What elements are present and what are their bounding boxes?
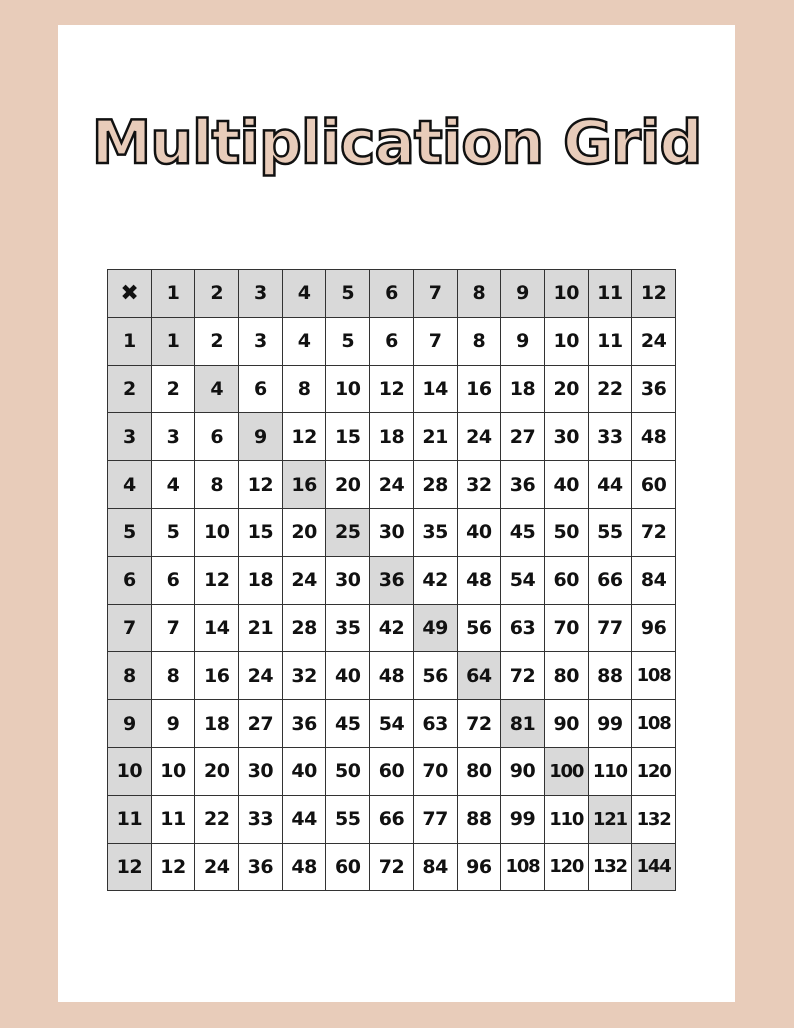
table-row: [108, 317, 676, 365]
square-cell: 49: [413, 604, 457, 652]
square-cell: 64: [457, 652, 501, 700]
product-cell: 45: [326, 700, 370, 748]
product-cell: 15: [326, 413, 370, 461]
row-header: 7: [108, 604, 152, 652]
table-row: [108, 795, 676, 843]
product-cell: 20: [326, 461, 370, 509]
product-cell: 56: [413, 652, 457, 700]
product-cell: 60: [544, 556, 588, 604]
column-header: 5: [326, 270, 370, 318]
product-cell: 44: [588, 461, 632, 509]
product-cell: 110: [544, 795, 588, 843]
product-cell: 72: [632, 508, 676, 556]
square-cell: 100: [544, 747, 588, 795]
table-row: [108, 508, 676, 556]
product-cell: 3: [239, 317, 283, 365]
product-cell: 72: [457, 700, 501, 748]
product-cell: 72: [370, 843, 414, 891]
product-cell: 24: [282, 556, 326, 604]
product-cell: 60: [632, 461, 676, 509]
product-cell: 24: [195, 843, 239, 891]
product-cell: 15: [239, 508, 283, 556]
product-cell: 14: [195, 604, 239, 652]
product-cell: 18: [195, 700, 239, 748]
product-cell: 7: [151, 604, 195, 652]
product-cell: 30: [239, 747, 283, 795]
product-cell: 4: [151, 461, 195, 509]
product-cell: 120: [544, 843, 588, 891]
product-cell: 90: [544, 700, 588, 748]
product-cell: 96: [457, 843, 501, 891]
product-cell: 84: [413, 843, 457, 891]
product-cell: 18: [239, 556, 283, 604]
product-cell: 56: [457, 604, 501, 652]
table-row: [108, 700, 676, 748]
product-cell: 40: [282, 747, 326, 795]
product-cell: 40: [544, 461, 588, 509]
product-cell: 120: [632, 747, 676, 795]
product-cell: 24: [370, 461, 414, 509]
column-header: 10: [544, 270, 588, 318]
product-cell: 2: [151, 365, 195, 413]
product-cell: 21: [239, 604, 283, 652]
column-header: 3: [239, 270, 283, 318]
product-cell: 90: [501, 747, 545, 795]
product-cell: 22: [588, 365, 632, 413]
column-header: 6: [370, 270, 414, 318]
multiplication-table: [107, 269, 676, 891]
product-cell: 99: [588, 700, 632, 748]
page-title: Multiplication Grid: [91, 108, 702, 178]
product-cell: 50: [544, 508, 588, 556]
column-header: 1: [151, 270, 195, 318]
product-cell: 8: [457, 317, 501, 365]
row-header: 1: [108, 317, 152, 365]
product-cell: 132: [632, 795, 676, 843]
row-header: 8: [108, 652, 152, 700]
square-cell: 16: [282, 461, 326, 509]
product-cell: 36: [632, 365, 676, 413]
product-cell: 84: [632, 556, 676, 604]
product-cell: 36: [501, 461, 545, 509]
row-header: 6: [108, 556, 152, 604]
product-cell: 12: [195, 556, 239, 604]
row-header: 3: [108, 413, 152, 461]
worksheet-page: [58, 25, 735, 1002]
product-cell: 96: [632, 604, 676, 652]
product-cell: 77: [588, 604, 632, 652]
product-cell: 54: [370, 700, 414, 748]
product-cell: 32: [282, 652, 326, 700]
square-cell: 121: [588, 795, 632, 843]
table-row: [108, 747, 676, 795]
product-cell: 35: [326, 604, 370, 652]
product-cell: 55: [326, 795, 370, 843]
product-cell: 21: [413, 413, 457, 461]
row-header: 11: [108, 795, 152, 843]
product-cell: 33: [588, 413, 632, 461]
column-header: 12: [632, 270, 676, 318]
row-header: 10: [108, 747, 152, 795]
product-cell: 14: [413, 365, 457, 413]
column-header: 4: [282, 270, 326, 318]
product-cell: 30: [544, 413, 588, 461]
product-cell: 30: [370, 508, 414, 556]
row-header: 9: [108, 700, 152, 748]
product-cell: 80: [544, 652, 588, 700]
product-cell: 12: [239, 461, 283, 509]
product-cell: 18: [370, 413, 414, 461]
square-cell: 25: [326, 508, 370, 556]
row-header: 5: [108, 508, 152, 556]
table-row: [108, 604, 676, 652]
product-cell: 99: [501, 795, 545, 843]
column-header: 11: [588, 270, 632, 318]
product-cell: 3: [151, 413, 195, 461]
table-row: [108, 461, 676, 509]
product-cell: 24: [239, 652, 283, 700]
table-row: [108, 556, 676, 604]
product-cell: 12: [151, 843, 195, 891]
column-header: 8: [457, 270, 501, 318]
product-cell: 10: [195, 508, 239, 556]
product-cell: 5: [326, 317, 370, 365]
product-cell: 10: [151, 747, 195, 795]
product-cell: 80: [457, 747, 501, 795]
row-header: 12: [108, 843, 152, 891]
row-header: 2: [108, 365, 152, 413]
product-cell: 6: [239, 365, 283, 413]
multiply-icon: ✖: [108, 270, 152, 318]
product-cell: 10: [544, 317, 588, 365]
product-cell: 48: [457, 556, 501, 604]
product-cell: 45: [501, 508, 545, 556]
table-row: [108, 413, 676, 461]
product-cell: 72: [501, 652, 545, 700]
product-cell: 108: [632, 652, 676, 700]
product-cell: 66: [370, 795, 414, 843]
product-cell: 9: [501, 317, 545, 365]
product-cell: 88: [457, 795, 501, 843]
product-cell: 36: [239, 843, 283, 891]
product-cell: 70: [544, 604, 588, 652]
product-cell: 20: [544, 365, 588, 413]
product-cell: 48: [632, 413, 676, 461]
product-cell: 66: [588, 556, 632, 604]
product-cell: 63: [501, 604, 545, 652]
row-header: 4: [108, 461, 152, 509]
product-cell: 10: [326, 365, 370, 413]
table-row: [108, 843, 676, 891]
header-row: [108, 270, 676, 318]
product-cell: 12: [282, 413, 326, 461]
product-cell: 33: [239, 795, 283, 843]
product-cell: 6: [151, 556, 195, 604]
product-cell: 6: [370, 317, 414, 365]
product-cell: 8: [151, 652, 195, 700]
product-cell: 48: [282, 843, 326, 891]
product-cell: 30: [326, 556, 370, 604]
product-cell: 132: [588, 843, 632, 891]
product-cell: 18: [501, 365, 545, 413]
product-cell: 44: [282, 795, 326, 843]
product-cell: 24: [632, 317, 676, 365]
product-cell: 6: [195, 413, 239, 461]
product-cell: 35: [413, 508, 457, 556]
product-cell: 16: [195, 652, 239, 700]
product-cell: 11: [151, 795, 195, 843]
product-cell: 7: [413, 317, 457, 365]
product-cell: 16: [457, 365, 501, 413]
product-cell: 8: [282, 365, 326, 413]
table-row: [108, 365, 676, 413]
product-cell: 11: [588, 317, 632, 365]
column-header: 9: [501, 270, 545, 318]
table-row: [108, 652, 676, 700]
square-cell: 4: [195, 365, 239, 413]
product-cell: 77: [413, 795, 457, 843]
product-cell: 55: [588, 508, 632, 556]
product-cell: 20: [195, 747, 239, 795]
product-cell: 48: [370, 652, 414, 700]
product-cell: 60: [326, 843, 370, 891]
product-cell: 63: [413, 700, 457, 748]
square-cell: 144: [632, 843, 676, 891]
product-cell: 88: [588, 652, 632, 700]
product-cell: 2: [195, 317, 239, 365]
product-cell: 40: [457, 508, 501, 556]
product-cell: 32: [457, 461, 501, 509]
square-cell: 81: [501, 700, 545, 748]
product-cell: 60: [370, 747, 414, 795]
product-cell: 28: [282, 604, 326, 652]
square-cell: 9: [239, 413, 283, 461]
product-cell: 40: [326, 652, 370, 700]
product-cell: 22: [195, 795, 239, 843]
column-header: 2: [195, 270, 239, 318]
product-cell: 20: [282, 508, 326, 556]
product-cell: 108: [632, 700, 676, 748]
product-cell: 54: [501, 556, 545, 604]
product-cell: 27: [239, 700, 283, 748]
product-cell: 24: [457, 413, 501, 461]
product-cell: 36: [282, 700, 326, 748]
product-cell: 9: [151, 700, 195, 748]
product-cell: 28: [413, 461, 457, 509]
product-cell: 108: [501, 843, 545, 891]
product-cell: 50: [326, 747, 370, 795]
product-cell: 4: [282, 317, 326, 365]
product-cell: 70: [413, 747, 457, 795]
column-header: 7: [413, 270, 457, 318]
product-cell: 110: [588, 747, 632, 795]
square-cell: 1: [151, 317, 195, 365]
square-cell: 36: [370, 556, 414, 604]
product-cell: 5: [151, 508, 195, 556]
product-cell: 8: [195, 461, 239, 509]
product-cell: 12: [370, 365, 414, 413]
product-cell: 42: [413, 556, 457, 604]
product-cell: 42: [370, 604, 414, 652]
product-cell: 27: [501, 413, 545, 461]
